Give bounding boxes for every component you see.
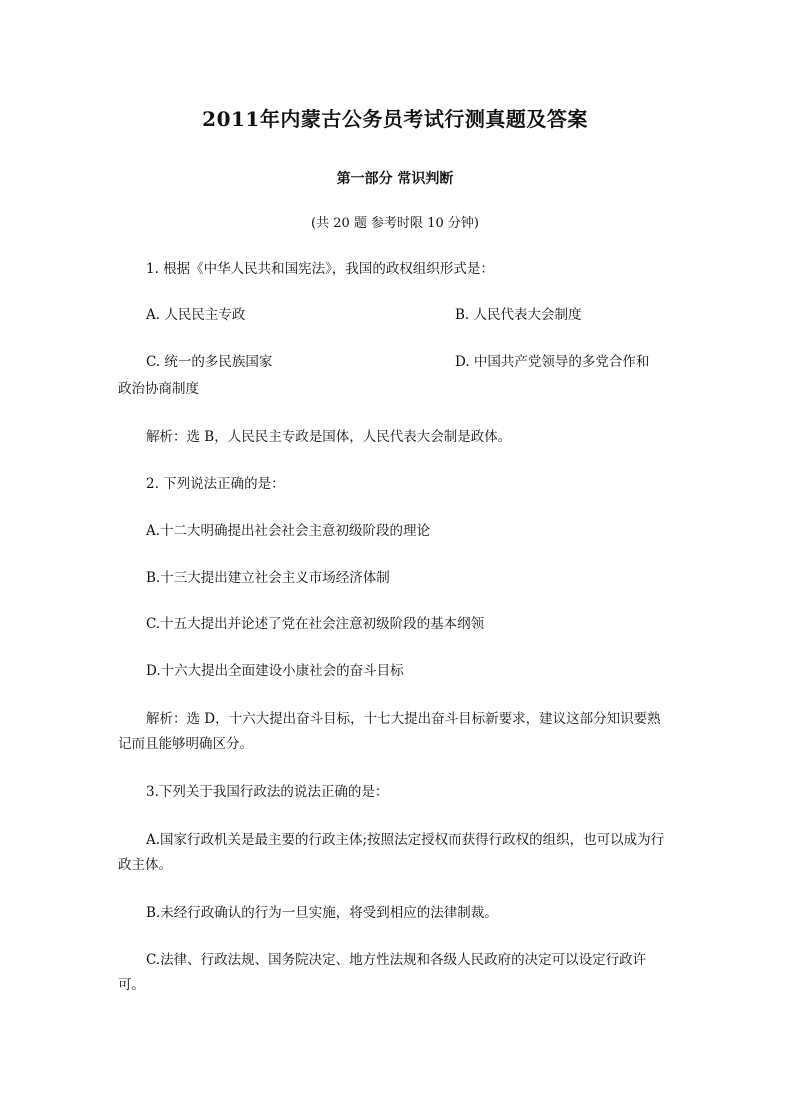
question-1-option-c: C. 统一的多民族国家 <box>146 354 273 370</box>
question-2-option-a: A.十二大明确提出社会社会主意初级阶段的理论 <box>146 523 431 539</box>
question-1-option-a: A. 人民民主专政 <box>146 307 246 323</box>
question-3-option-a: A.国家行政机关是最主要的行政主体;按照法定授权而获得行政权的组织，也可以成为行政主体。 <box>118 832 665 873</box>
question-2-option-d: D.十六大提出全面建设小康社会的奋斗目标 <box>146 663 404 679</box>
question-3-stem: 3.下列关于我国行政法的说法正确的是： <box>146 784 389 800</box>
document-title: 2011年内蒙古公务员考试行测真题及答案 <box>202 107 588 131</box>
question-2-option-b: B.十三大提出建立社会主义市场经济体制 <box>146 570 390 586</box>
question-2-option-c: C.十五大提出并论述了党在社会注意初级阶段的基本纲领 <box>146 616 485 632</box>
question-1-option-b: B. 人民代表大会制度 <box>455 307 582 323</box>
question-1-analysis: 解析：选 B，人民民主专政是国体，人民代表大会制是政体。 <box>146 429 512 445</box>
question-1-option-d-continued: 政治协商制度 <box>118 381 199 397</box>
question-1-option-d: D. 中国共产党领导的多党合作和 <box>455 354 650 370</box>
question-2-analysis: 解析：选 D，十六大提出奋斗目标，十七大提出奋斗目标新要求，建议这部分知识要熟记而且能够明确区分。 <box>118 711 661 752</box>
question-3-option-b: B.未经行政确认的行为一旦实施，将受到相应的法律制裁。 <box>146 905 498 921</box>
section-title: 第一部分 常识判断 <box>336 171 454 187</box>
question-3-option-c: C.法律、行政法规、国务院决定、地方性法规和各级人民政府的决定可以设定行政许可。 <box>118 952 647 993</box>
question-2-stem: 2. 下列说法正确的是： <box>146 476 285 492</box>
question-1-stem: 1. 根据《中华人民共和国宪法》，我国的政权组织形式是： <box>146 261 494 277</box>
section-note: (共 20 题 参考时限 10 分钟) <box>311 216 479 231</box>
